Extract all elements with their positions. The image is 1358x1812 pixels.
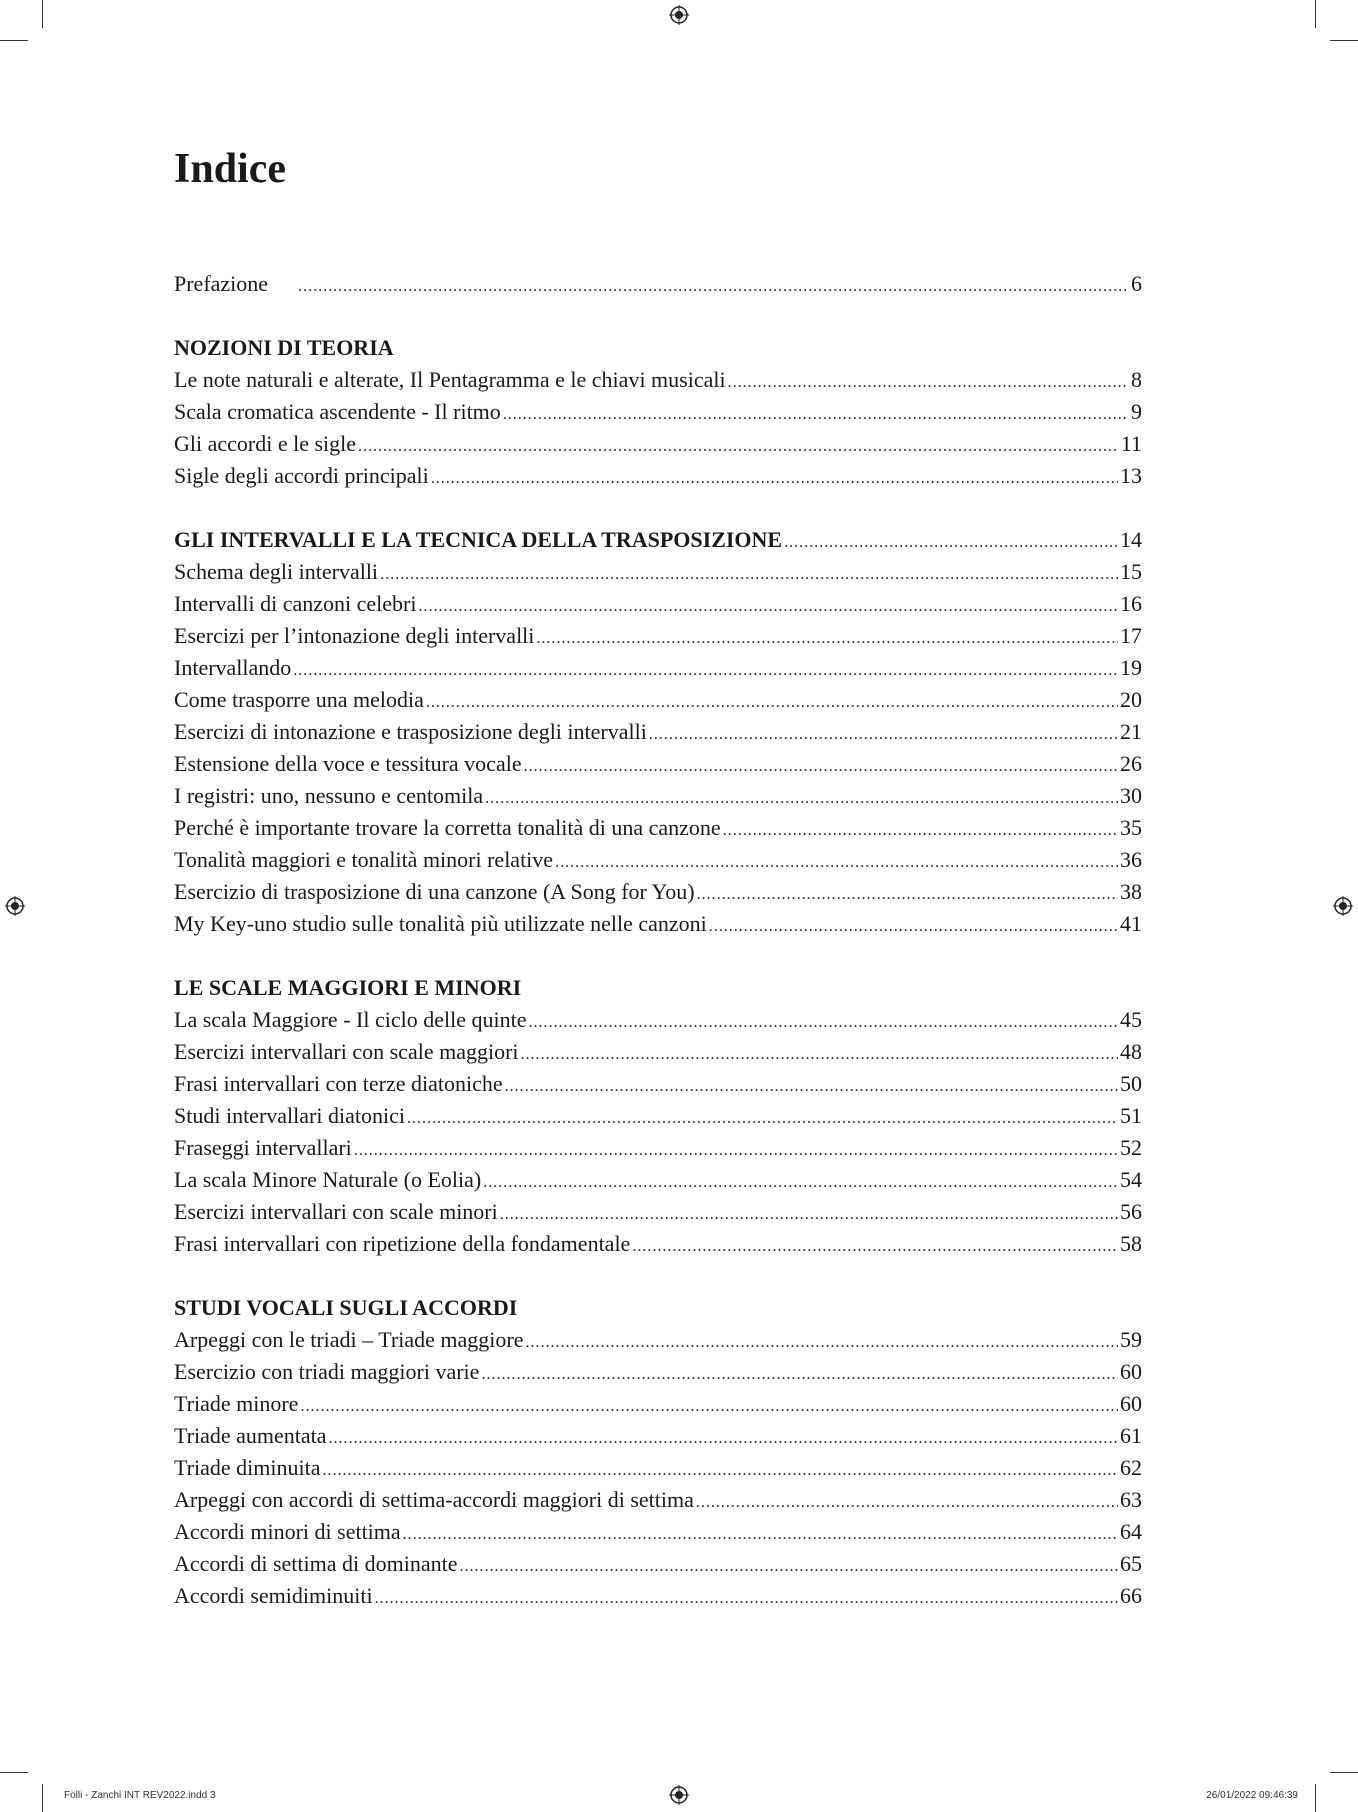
toc-entry-label: Gli accordi e le sigle xyxy=(174,431,357,456)
toc-entry-page: 6 xyxy=(1131,271,1142,296)
toc-entry-label: Studi intervallari diatonici xyxy=(174,1103,405,1128)
toc-entry[interactable] xyxy=(174,1196,1142,1228)
toc-entry-page: 64 xyxy=(1120,1519,1142,1544)
crop-mark xyxy=(1315,0,1316,28)
toc-section xyxy=(174,524,1142,940)
toc-entry-label: Perché è importante trovare la corretta tonalità di una canzone xyxy=(174,815,721,840)
dot-leader xyxy=(481,1359,1118,1391)
toc-section-heading[interactable]: STUDI VOCALI SUGLI ACCORDI xyxy=(174,1295,518,1320)
toc-entry-page: 61 xyxy=(1120,1423,1142,1448)
toc-entry-label: Esercizi intervallari con scale minori xyxy=(174,1199,498,1224)
toc-entry-label: Arpeggi con accordi di settima-accordi maggiori di settima xyxy=(174,1487,694,1512)
dot-leader xyxy=(525,1327,1118,1359)
toc-entry[interactable] xyxy=(174,1036,1142,1068)
toc-entry-page: 9 xyxy=(1131,399,1142,424)
toc-entry-label: Accordi di settima di dominante xyxy=(174,1551,458,1576)
toc-entry[interactable] xyxy=(174,876,1142,908)
toc-entry-label: Esercizio di trasposizione di una canzone (A Song for You) xyxy=(174,879,695,904)
toc-entry[interactable] xyxy=(174,1580,1142,1612)
toc-entry-page: 50 xyxy=(1120,1071,1142,1096)
dot-leader xyxy=(431,463,1118,495)
toc-entry-label: Sigle degli accordi principali xyxy=(174,463,429,488)
toc-entry-label: Frasi intervallari con terze diatoniche xyxy=(174,1071,503,1096)
toc-preface-section xyxy=(174,268,1142,300)
toc-section-heading[interactable] xyxy=(174,524,1142,556)
dot-leader xyxy=(723,815,1118,847)
dot-leader xyxy=(697,879,1118,911)
toc-section-heading-page: 14 xyxy=(1120,527,1142,552)
toc-entry-label: Esercizi per l’intonazione degli intervalli xyxy=(174,623,535,648)
dot-leader xyxy=(358,431,1119,463)
toc-entry-page: 60 xyxy=(1120,1391,1142,1416)
crop-mark xyxy=(0,1772,28,1773)
toc-entry-label: Arpeggi con le triadi – Triade maggiore xyxy=(174,1327,524,1352)
toc-entry-page: 19 xyxy=(1120,655,1142,680)
toc-entry-label: Estensione della voce e tessitura vocale xyxy=(174,751,522,776)
toc-entry[interactable] xyxy=(174,1388,1142,1420)
toc-entry-label: Triade aumentata xyxy=(174,1423,327,1448)
toc-entry[interactable] xyxy=(174,1228,1142,1260)
toc-entry[interactable] xyxy=(174,652,1142,684)
toc-entry[interactable] xyxy=(174,268,1142,300)
toc-entry[interactable] xyxy=(174,556,1142,588)
toc-section xyxy=(174,1292,1142,1612)
toc-entry-label: My Key-uno studio sulle tonalità più utilizzate nelle canzoni xyxy=(174,911,707,936)
toc-entry-label: Frasi intervallari con ripetizione della fondamentale xyxy=(174,1231,631,1256)
toc-entry-label: Scala cromatica ascendente - Il ritmo xyxy=(174,399,501,424)
toc-entry[interactable] xyxy=(174,684,1142,716)
toc-entry-page: 21 xyxy=(1120,719,1142,744)
toc-entry[interactable] xyxy=(174,428,1142,460)
toc-entry[interactable] xyxy=(174,1548,1142,1580)
dot-leader xyxy=(407,1103,1118,1135)
dot-leader xyxy=(485,783,1118,815)
dot-leader xyxy=(300,1391,1118,1423)
toc-entry[interactable] xyxy=(174,716,1142,748)
toc-entry-label: Come trasporre una melodia xyxy=(174,687,424,712)
dot-leader xyxy=(426,687,1118,719)
dot-leader xyxy=(528,1007,1118,1039)
dot-leader xyxy=(403,1519,1118,1551)
dot-leader xyxy=(555,847,1118,879)
toc-entry[interactable] xyxy=(174,1132,1142,1164)
dot-leader xyxy=(293,655,1118,687)
toc-section-heading[interactable]: NOZIONI DI TEORIA xyxy=(174,335,394,360)
toc-entry-page: 8 xyxy=(1131,367,1142,392)
toc-entry-label: Prefazione xyxy=(174,271,269,296)
toc-entry-label: Triade diminuita xyxy=(174,1455,321,1480)
footer-timestamp: 26/01/2022 09:46:39 xyxy=(1206,1790,1298,1801)
dot-leader xyxy=(503,399,1128,431)
toc-entry-page: 17 xyxy=(1120,623,1142,648)
dot-leader xyxy=(709,911,1118,943)
toc-entry[interactable] xyxy=(174,1356,1142,1388)
toc-section xyxy=(174,972,1142,1260)
crop-mark xyxy=(1315,1784,1316,1812)
toc-entry-label: Schema degli intervalli xyxy=(174,559,379,584)
toc-entry-page: 56 xyxy=(1120,1199,1142,1224)
registration-mark-icon xyxy=(669,1785,689,1805)
toc-sections xyxy=(174,332,1142,1612)
toc-entry-page: 65 xyxy=(1120,1551,1142,1576)
toc-entry-page: 16 xyxy=(1120,591,1142,616)
toc-entry[interactable] xyxy=(174,460,1142,492)
dot-leader xyxy=(380,559,1118,591)
crop-mark xyxy=(42,0,43,28)
toc-entry-label: Intervallando xyxy=(174,655,292,680)
dot-leader xyxy=(524,751,1118,783)
toc-entry[interactable] xyxy=(174,1420,1142,1452)
table-of-contents xyxy=(174,268,1142,1644)
toc-entry-label: Esercizi intervallari con scale maggiori xyxy=(174,1039,519,1064)
dot-leader xyxy=(298,271,1128,303)
toc-entry-page: 45 xyxy=(1120,1007,1142,1032)
dot-leader xyxy=(483,1167,1118,1199)
toc-entry-page: 11 xyxy=(1120,431,1142,456)
dot-leader xyxy=(521,1039,1118,1071)
crop-mark xyxy=(1330,1772,1358,1773)
toc-entry[interactable] xyxy=(174,1452,1142,1484)
dot-leader xyxy=(375,1583,1118,1615)
toc-entry-page: 26 xyxy=(1120,751,1142,776)
toc-entry-label: I registri: uno, nessuno e centomila xyxy=(174,783,484,808)
toc-entry-page: 51 xyxy=(1120,1103,1142,1128)
toc-entry-page: 15 xyxy=(1120,559,1142,584)
toc-entry-label: Tonalità maggiori e tonalità minori relative xyxy=(174,847,554,872)
registration-mark-icon xyxy=(1333,896,1353,916)
dot-leader xyxy=(329,1423,1118,1455)
toc-entry-label: Accordi semidiminuiti xyxy=(174,1583,373,1608)
dot-leader xyxy=(728,367,1128,399)
toc-entry-page: 66 xyxy=(1120,1583,1142,1608)
toc-entry-page: 63 xyxy=(1120,1487,1142,1512)
toc-entry[interactable] xyxy=(174,1004,1142,1036)
registration-mark-icon xyxy=(5,896,25,916)
footer-file-name: Folli - Zanchi INT REV2022.indd 3 xyxy=(64,1790,216,1801)
dot-leader xyxy=(419,591,1119,623)
toc-entry-page: 41 xyxy=(1120,911,1142,936)
toc-entry[interactable] xyxy=(174,1516,1142,1548)
toc-entry-label: Esercizio con triadi maggiori varie xyxy=(174,1359,480,1384)
toc-entry[interactable] xyxy=(174,1068,1142,1100)
toc-entry[interactable] xyxy=(174,812,1142,844)
dot-leader xyxy=(354,1135,1118,1167)
crop-mark xyxy=(1330,40,1358,41)
toc-entry-page: 38 xyxy=(1120,879,1142,904)
dot-leader xyxy=(500,1199,1118,1231)
toc-entry-page: 20 xyxy=(1120,687,1142,712)
toc-entry[interactable] xyxy=(174,748,1142,780)
toc-entry-label: Fraseggi intervallari xyxy=(174,1135,352,1160)
dot-leader xyxy=(536,623,1118,655)
toc-entry[interactable] xyxy=(174,780,1142,812)
dot-leader xyxy=(505,1071,1118,1103)
toc-section-heading-label: GLI INTERVALLI E LA TECNICA DELLA TRASPOSIZIONE xyxy=(174,527,783,552)
dot-leader xyxy=(632,1231,1118,1263)
crop-mark xyxy=(0,40,28,41)
toc-entry[interactable] xyxy=(174,1484,1142,1516)
toc-section xyxy=(174,332,1142,492)
dot-leader xyxy=(784,527,1118,559)
toc-entry[interactable] xyxy=(174,620,1142,652)
toc-entry[interactable] xyxy=(174,908,1142,940)
toc-entry[interactable] xyxy=(174,364,1142,396)
toc-entry-page: 36 xyxy=(1120,847,1142,872)
toc-entry[interactable] xyxy=(174,844,1142,876)
toc-entry-label: La scala Maggiore - Il ciclo delle quinte xyxy=(174,1007,527,1032)
toc-entry-page: 35 xyxy=(1120,815,1142,840)
toc-entry-page: 59 xyxy=(1120,1327,1142,1352)
toc-entry-label: Le note naturali e alterate, Il Pentagramma e le chiavi musicali xyxy=(174,367,726,392)
toc-entry-page: 54 xyxy=(1120,1167,1142,1192)
toc-entry[interactable] xyxy=(174,396,1142,428)
toc-entry-page: 60 xyxy=(1120,1359,1142,1384)
toc-entry-label: Accordi minori di settima xyxy=(174,1519,401,1544)
page-title: Indice xyxy=(174,146,287,192)
registration-mark-icon xyxy=(669,5,689,25)
toc-entry-page: 48 xyxy=(1120,1039,1142,1064)
dot-leader xyxy=(460,1551,1119,1583)
toc-entry[interactable] xyxy=(174,1164,1142,1196)
toc-entry[interactable] xyxy=(174,588,1142,620)
toc-entry-label: Triade minore xyxy=(174,1391,299,1416)
crop-mark xyxy=(42,1784,43,1812)
toc-entry-page: 62 xyxy=(1120,1455,1142,1480)
toc-section-heading[interactable]: LE SCALE MAGGIORI E MINORI xyxy=(174,975,522,1000)
dot-leader xyxy=(649,719,1118,751)
toc-entry-label: Esercizi di intonazione e trasposizione degli intervalli xyxy=(174,719,647,744)
toc-entry-page: 52 xyxy=(1120,1135,1142,1160)
dot-leader xyxy=(696,1487,1118,1519)
toc-entry[interactable] xyxy=(174,1324,1142,1356)
toc-entry-page: 30 xyxy=(1120,783,1142,808)
toc-entry-label: Intervalli di canzoni celebri xyxy=(174,591,417,616)
toc-entry[interactable] xyxy=(174,1100,1142,1132)
toc-entry-page: 13 xyxy=(1120,463,1142,488)
toc-entry-page: 58 xyxy=(1120,1231,1142,1256)
toc-entry-label: La scala Minore Naturale (o Eolia) xyxy=(174,1167,482,1192)
dot-leader xyxy=(322,1455,1118,1487)
